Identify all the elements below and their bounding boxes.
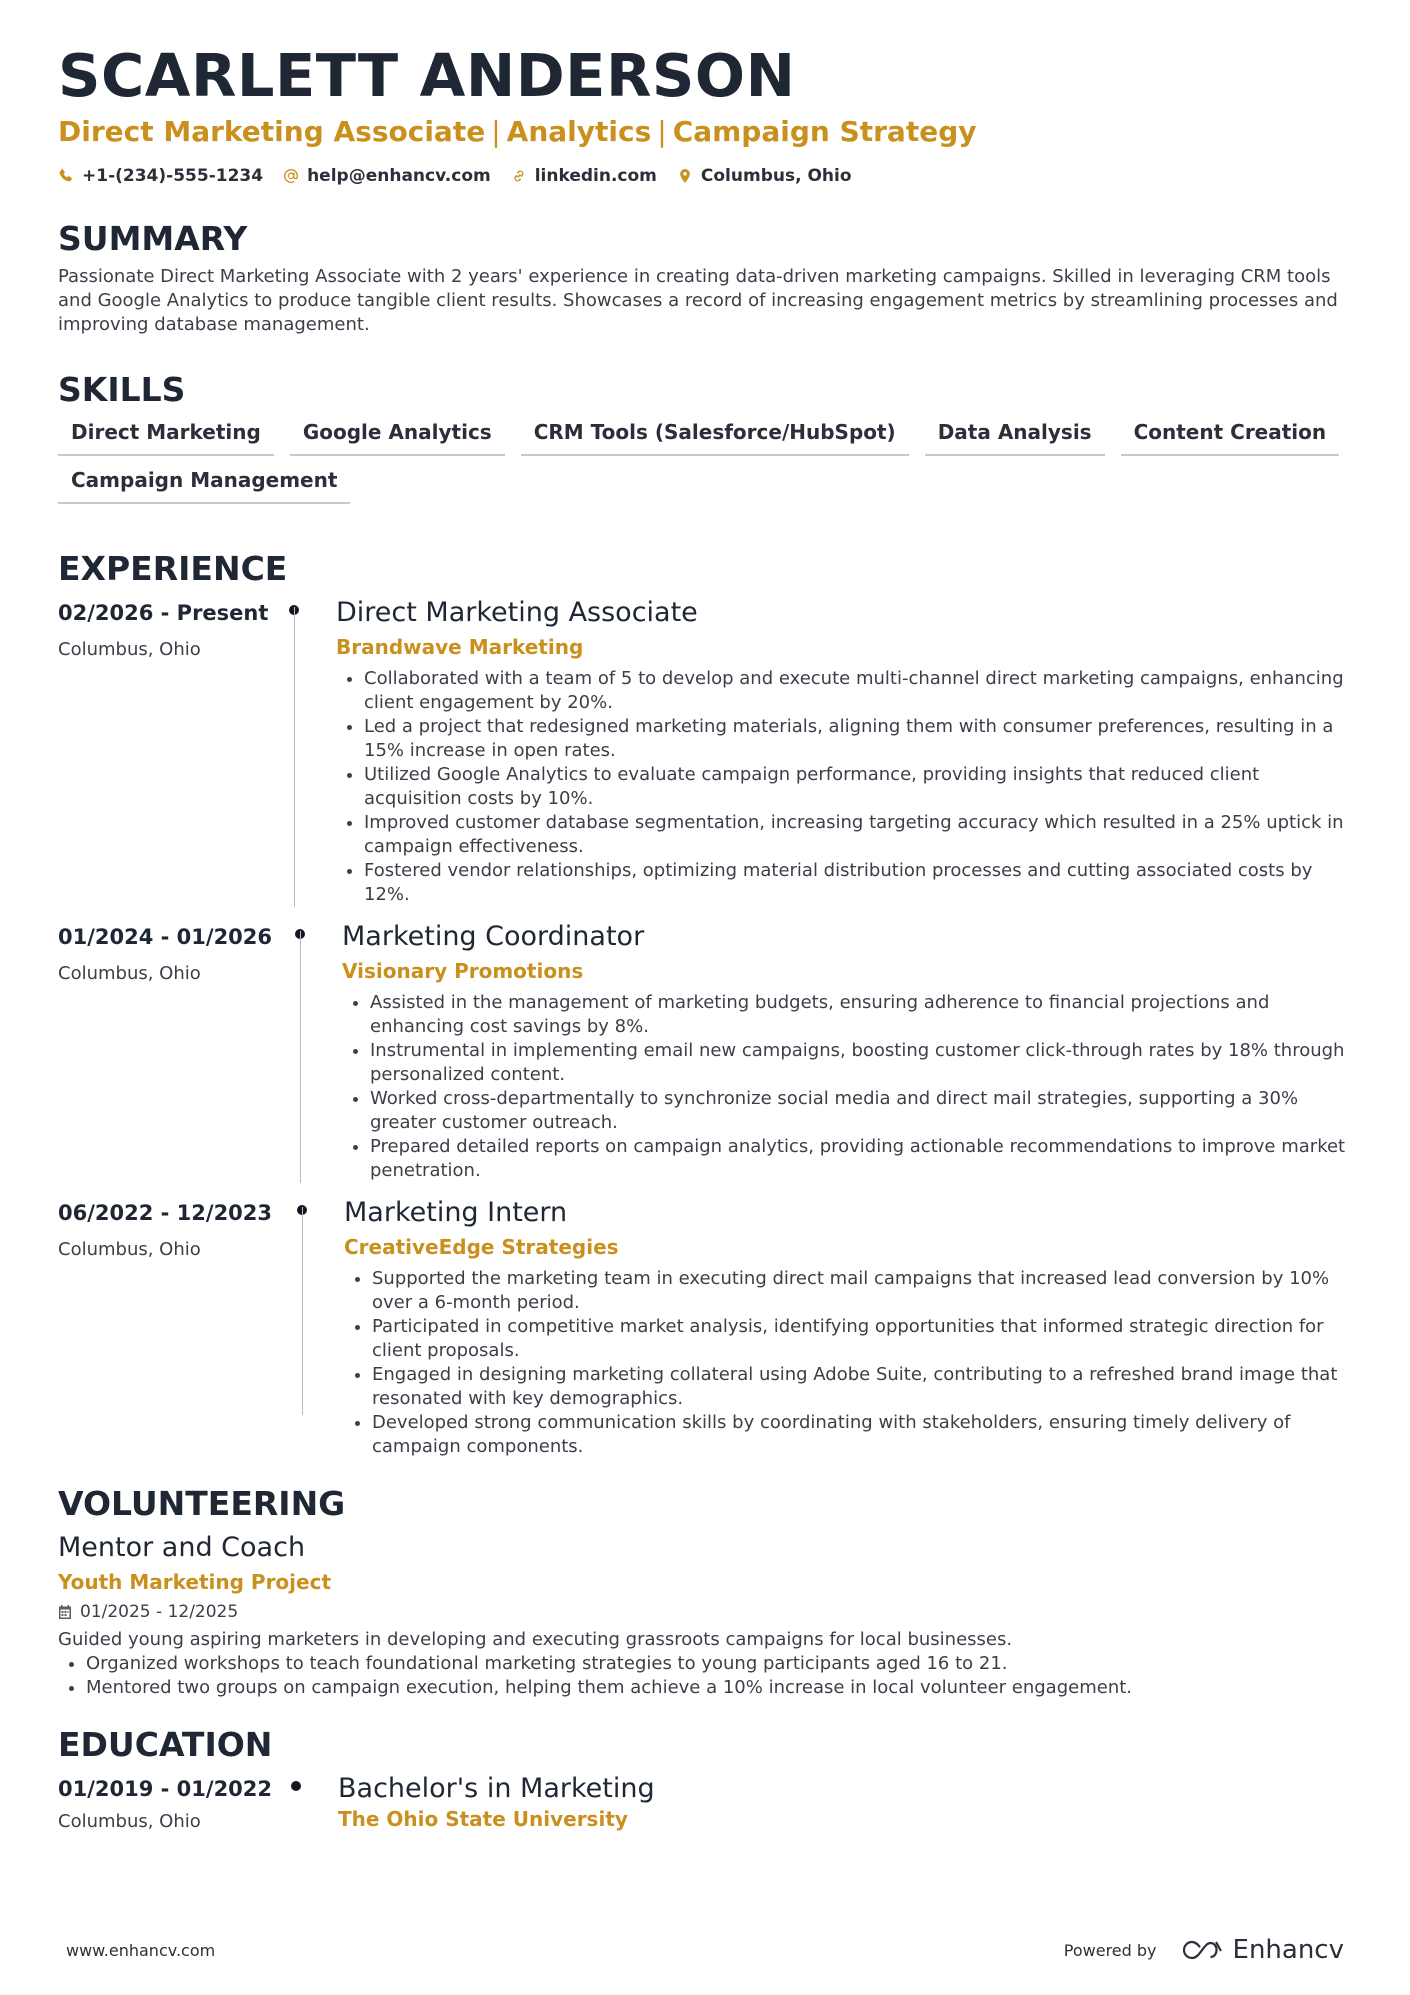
achievement-item: • Engaged in designing marketing collateral using Adobe Suite, contributing to a refreshed brand image that resonated with key demographics. — [372, 1363, 1352, 1411]
skill-tag: Content Creation — [1121, 420, 1340, 456]
headline-part: Direct Marketing Associate — [58, 115, 486, 148]
contact-bar — [58, 166, 1352, 186]
volunteer-role: Mentor and Coach — [58, 1532, 306, 1563]
skills-heading: SKILLS — [58, 370, 186, 409]
link-icon — [511, 168, 527, 184]
experience-date: 02/2026 - Present — [58, 601, 269, 625]
experience-heading: EXPERIENCE — [58, 549, 288, 588]
skill-tag: Google Analytics — [290, 420, 505, 456]
volunteer-achievement-item: • Organized workshops to teach foundational marketing strategies to young participants aged 16 to 21. — [86, 1652, 1352, 1676]
timeline — [294, 921, 306, 1183]
experience-entry — [58, 597, 1352, 907]
headline-separator: | — [491, 115, 501, 148]
education-date: 01/2019 - 01/2022 — [58, 1777, 273, 1801]
achievement-list — [344, 1267, 1352, 1459]
linkedin-text: linkedin.com — [534, 166, 657, 186]
achievement-item: • Worked cross-departmentally to synchronize social media and direct mail strategies, supporting a 30% greater customer outreach. — [370, 1087, 1352, 1135]
achievement-item: • Improved customer database segmentation, increasing targeting accuracy which resulted in a 25% uptick in campaign effectiveness. — [364, 811, 1352, 859]
experience-location: Columbus, Ohio — [58, 1239, 201, 1260]
timeline-line — [302, 1207, 304, 1415]
achievement-item: • Prepared detailed reports on campaign analytics, providing actionable recommendations to improve market penetration. — [370, 1135, 1352, 1183]
experience-location: Columbus, Ohio — [58, 639, 201, 660]
summary-text: Passionate Direct Marketing Associate with 2 years' experience in creating data-driven marketing campaigns. Skilled in leveraging CRM tools and Google Analytics to produce tangible client results. Showcases a record of increasing engagement metrics by streamlining processes and improving database management. — [58, 266, 1338, 335]
email-text: help@enhancv.com — [307, 166, 491, 186]
powered-by-label: Powered by — [1063, 1940, 1157, 1960]
skill-tag: Data Analysis — [925, 420, 1105, 456]
achievement-item: • Fostered vendor relationships, optimizing material distribution processes and cutting associated costs by 12%. — [364, 859, 1352, 907]
volunteer-organization: Youth Marketing Project — [58, 1570, 332, 1594]
location-text: Columbus, Ohio — [700, 166, 852, 186]
volunteer-description: Guided young aspiring marketers in developing and executing grassroots campaigns for local businesses. — [58, 1629, 1013, 1650]
achievement-item: • Collaborated with a team of 5 to develop and execute multi-channel direct marketing campaigns, enhancing client engagement by 20%. — [364, 667, 1352, 715]
experience-details — [344, 1197, 1352, 1459]
achievement-item: • Participated in competitive market analysis, identifying opportunities that informed strategic direction for client proposals. — [372, 1315, 1352, 1363]
skill-tag: Campaign Management — [58, 468, 350, 504]
timeline-line — [300, 931, 302, 1183]
summary-heading: SUMMARY — [58, 219, 248, 258]
map-pin-icon — [677, 168, 693, 184]
experience-details — [336, 597, 1352, 907]
contact-linkedin[interactable] — [511, 166, 657, 186]
education-heading: EDUCATION — [58, 1725, 273, 1764]
education-details — [338, 1773, 1352, 1839]
brand-name: Enhancv — [1232, 1935, 1344, 1965]
phone-text: +1-(234)-555-1234 — [82, 166, 264, 186]
volunteer-achievement-list — [58, 1652, 1352, 1700]
footer-brand — [1064, 1935, 1344, 1965]
contact-email[interactable] — [283, 166, 491, 186]
volunteering-heading: VOLUNTEERING — [58, 1484, 346, 1523]
headline-part: Campaign Strategy — [672, 115, 977, 148]
footer-website[interactable]: www.enhancv.com — [66, 1940, 216, 1960]
skill-tag: CRM Tools (Salesforce/HubSpot) — [521, 420, 909, 456]
footer — [66, 1935, 1344, 1965]
headline-separator: | — [657, 115, 667, 148]
skills-list — [58, 420, 1358, 504]
timeline — [290, 1773, 302, 1797]
experience-date: 06/2022 - 12/2023 — [58, 1201, 273, 1225]
enhancv-logo[interactable] — [1181, 1935, 1344, 1965]
company-name: Brandwave Marketing — [336, 635, 584, 659]
job-title: Direct Marketing Associate — [336, 597, 698, 628]
achievement-item: • Assisted in the management of marketing budgets, ensuring adherence to financial projections and enhancing cost savings by 8%. — [370, 991, 1352, 1039]
achievement-item: • Utilized Google Analytics to evaluate campaign performance, providing insights that reduced client acquisition costs by 10%. — [364, 763, 1352, 811]
timeline-dot — [291, 1781, 301, 1791]
achievement-item: • Instrumental in implementing email new campaigns, boosting customer click-through rates by 18% through personalized content. — [370, 1039, 1352, 1087]
job-title: Marketing Coordinator — [342, 921, 645, 952]
phone-icon — [58, 168, 74, 184]
achievement-item: • Supported the marketing team in executing direct mail campaigns that increased lead conversion by 10% over a 6-month period. — [372, 1267, 1352, 1315]
calendar-icon — [58, 1605, 72, 1619]
contact-phone[interactable] — [58, 166, 263, 186]
experience-details — [342, 921, 1352, 1183]
skill-tag: Direct Marketing — [58, 420, 274, 456]
achievement-list — [342, 991, 1352, 1183]
experience-location: Columbus, Ohio — [58, 963, 201, 984]
company-name: CreativeEdge Strategies — [344, 1235, 619, 1259]
timeline — [296, 1197, 308, 1415]
experience-entry — [58, 921, 1352, 1183]
achievement-item: • Led a project that redesigned marketing materials, aligning them with consumer preferences, resulting in a 15% increase in open rates. — [364, 715, 1352, 763]
job-title: Marketing Intern — [344, 1197, 568, 1228]
achievement-list — [336, 667, 1352, 907]
experience-entry — [58, 1197, 1352, 1459]
contact-location — [677, 166, 852, 186]
volunteer-date-text: 01/2025 - 12/2025 — [80, 1602, 239, 1622]
timeline-line — [294, 607, 296, 907]
company-name: Visionary Promotions — [342, 959, 584, 983]
timeline — [288, 597, 300, 907]
headline — [58, 115, 1352, 148]
education-entry — [58, 1773, 1352, 1839]
headline-part: Analytics — [506, 115, 652, 148]
school-name: The Ohio State University — [338, 1807, 628, 1831]
volunteer-date — [58, 1602, 1352, 1622]
at-icon — [283, 168, 299, 184]
achievement-item: • Developed strong communication skills by coordinating with stakeholders, ensuring timely delivery of campaign components. — [372, 1411, 1352, 1459]
experience-date: 01/2024 - 01/2026 — [58, 925, 273, 949]
candidate-name: SCARLETT ANDERSON — [58, 41, 796, 110]
enhancv-mark-icon — [1181, 1939, 1225, 1961]
education-location: Columbus, Ohio — [58, 1811, 201, 1832]
degree: Bachelor's in Marketing — [338, 1773, 655, 1804]
volunteer-achievement-item: • Mentored two groups on campaign execution, helping them achieve a 10% increase in local volunteer engagement. — [86, 1676, 1352, 1700]
